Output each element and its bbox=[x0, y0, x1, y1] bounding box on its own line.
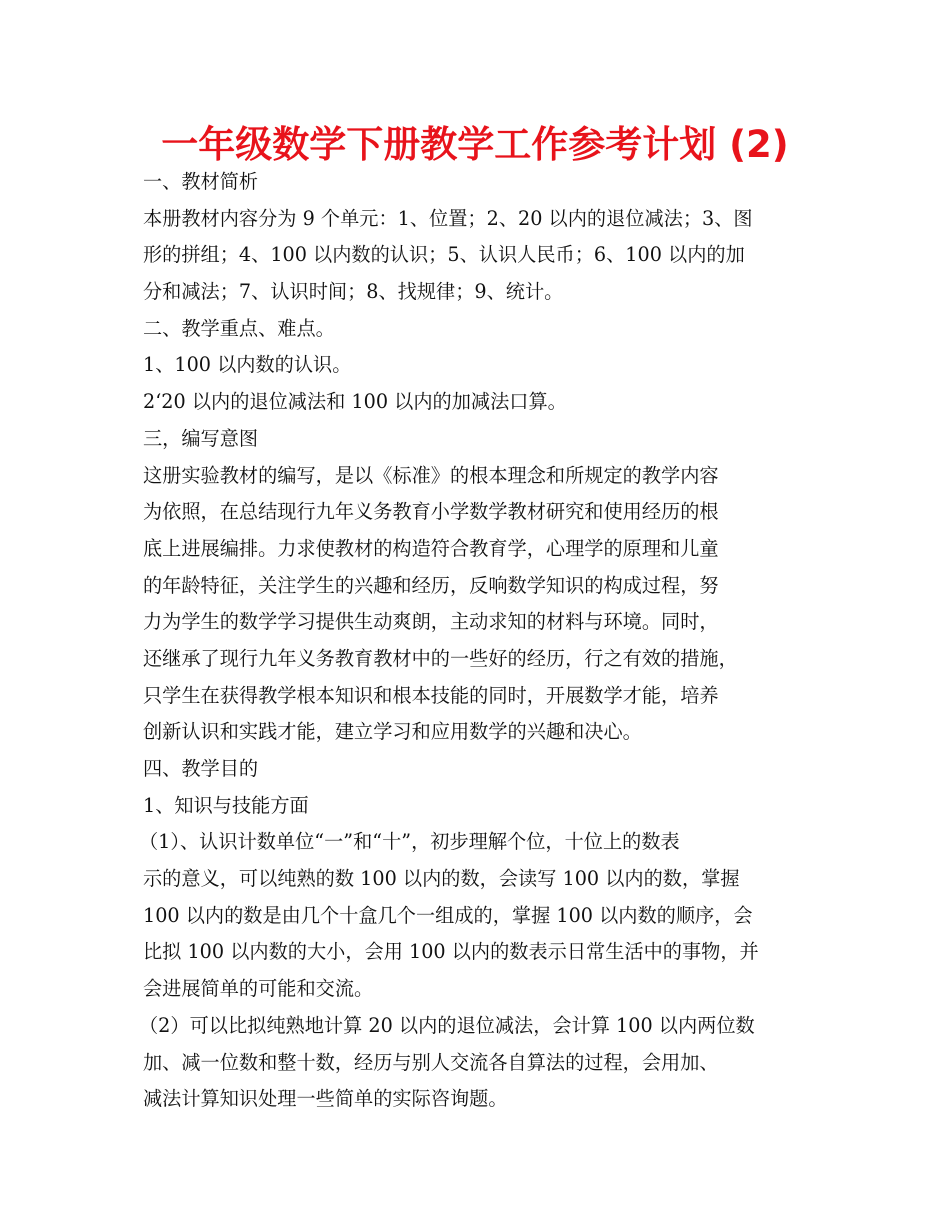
body-line: 形的拼组；4、100 以内数的认识；5、认识人民币；6、100 以内的加 bbox=[143, 243, 745, 267]
body-line: 力为学生的数学学习提供生动爽朗，主动求知的材料与环境。同时， bbox=[143, 610, 719, 634]
body-line: 只学生在获得教学根本知识和根本技能的同时，开展数学才能，培养 bbox=[143, 683, 719, 707]
section-heading-intent: 三，编写意图 bbox=[143, 426, 259, 450]
body-line: 这册实验教材的编写，是以《标准》的根本理念和所规定的教学内容 bbox=[143, 463, 719, 487]
document-body bbox=[139, 164, 823, 1118]
body-line: 为依照，在总结现行九年义务教育小学数学教材研究和使用经历的根 bbox=[143, 500, 719, 524]
body-line: 1、100 以内数的认识。 bbox=[143, 353, 352, 377]
body-line: 还继承了现行九年义务教育教材中的一些好的经历，行之有效的措施， bbox=[143, 646, 738, 670]
body-line: 创新认识和实践才能，建立学习和应用数学的兴趣和决心。 bbox=[143, 720, 642, 744]
body-line: 比拟 100 以内数的大小，会用 100 以内的数表示日常生活中的事物，并 bbox=[143, 940, 759, 964]
body-line: 分和减法；7、认识时间；8、找规律；9、统计。 bbox=[143, 280, 564, 304]
body-line: （2）可以比拟纯熟地计算 20 以内的退位减法，会计算 100 以内两位数 bbox=[139, 1013, 755, 1037]
body-line: 2‘20 以内的退位减法和 100 以内的加减法口算。 bbox=[143, 390, 567, 414]
document-title: 一年级数学下册教学工作参考计划 (2) bbox=[161, 123, 789, 166]
body-line: 会进展简单的可能和交流。 bbox=[143, 977, 374, 1001]
body-line: 本册教材内容分为 9 个单元：1、位置；2、20 以内的退位减法；3、图 bbox=[143, 206, 753, 230]
section-heading-goals: 四、教学目的 bbox=[143, 757, 259, 780]
section-heading-materials: 一、教材简析 bbox=[143, 170, 259, 193]
body-line: 减法计算知识处理一些简单的实际咨询题。 bbox=[143, 1087, 508, 1111]
body-line: （1）、认识计数单位“一”和“十”，初步理解个位，十位上的数表 bbox=[139, 830, 680, 854]
body-line: 100 以内的数是由几个十盒几个一组成的，掌握 100 以内数的顺序，会 bbox=[143, 903, 753, 927]
section-heading-key-points: 二、教学重点、难点。 bbox=[143, 316, 335, 340]
subsection-heading-knowledge: 1、知识与技能方面 bbox=[143, 793, 309, 817]
body-line: 加、减一位数和整十数，经历与别人交流各自算法的过程，会用加、 bbox=[143, 1050, 719, 1074]
body-line: 的年龄特征，关注学生的兴趣和经历，反响数学知识的构成过程，努 bbox=[143, 573, 719, 597]
body-line: 示的意义，可以纯熟的数 100 以内的数，会读写 100 以内的数，掌握 bbox=[143, 867, 740, 891]
body-line: 底上进展编排。力求使教材的构造符合教育学，心理学的原理和儿童 bbox=[143, 536, 719, 560]
